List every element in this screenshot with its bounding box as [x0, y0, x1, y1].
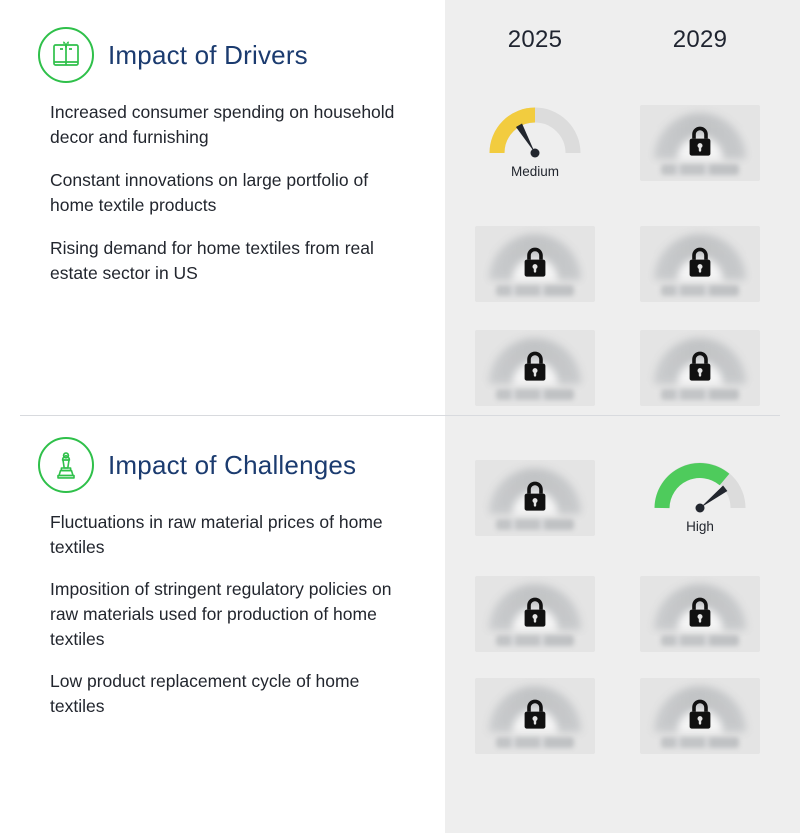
rating-cell-challenges-r3-2029[interactable] [640, 678, 760, 754]
locked-placeholder[interactable] [475, 330, 595, 406]
rating-cell-challenges-r1-2029[interactable] [640, 460, 760, 536]
locked-placeholder[interactable] [640, 576, 760, 652]
year-header-2025: 2025 [507, 26, 563, 53]
section-header-challenges [0, 428, 445, 502]
list-item: Low product replacement cycle of home textiles [50, 671, 360, 716]
lock-icon [520, 596, 550, 630]
lock-icon [520, 246, 550, 280]
challenges-bullet-list [0, 510, 445, 719]
lock-icon [520, 480, 550, 514]
rating-cell-drivers-r2-2025[interactable] [475, 226, 595, 302]
blurred-label [496, 635, 574, 646]
list-item: Fluctuations in raw material prices of home textiles [50, 512, 383, 557]
blurred-label [661, 164, 739, 175]
lock-icon [685, 125, 715, 159]
gauge-label: Medium [510, 164, 559, 179]
section-divider [20, 415, 780, 416]
gauge-medium [475, 105, 595, 181]
rating-cell-challenges-r2-2025[interactable] [475, 576, 595, 652]
blurred-label [661, 285, 739, 296]
drivers-bullet-list [0, 100, 445, 286]
list-item: Increased consumer spending on household decor and furnishing [50, 102, 395, 147]
rating-cell-drivers-r1-2025[interactable] [475, 105, 595, 181]
blurred-label [661, 737, 739, 748]
lock-icon [520, 350, 550, 384]
lock-icon [685, 246, 715, 280]
section-impact-of-drivers [0, 18, 445, 304]
blurred-label [496, 285, 574, 296]
rating-cell-drivers-r3-2025[interactable] [475, 330, 595, 406]
blurred-label [496, 519, 574, 530]
challenges-chess-icon [38, 437, 94, 493]
lock-icon [685, 596, 715, 630]
rating-cell-challenges-r1-2025[interactable] [475, 460, 595, 536]
locked-placeholder[interactable] [640, 226, 760, 302]
rating-cell-drivers-r1-2029[interactable] [640, 105, 760, 181]
rating-cell-drivers-r2-2029[interactable] [640, 226, 760, 302]
blurred-label [496, 389, 574, 400]
drivers-book-icon [38, 27, 94, 83]
blurred-label [661, 635, 739, 646]
gauge-high [640, 460, 760, 536]
lock-icon [685, 350, 715, 384]
rating-cell-challenges-r3-2025[interactable] [475, 678, 595, 754]
lock-icon [520, 698, 550, 732]
section-impact-of-challenges [0, 428, 445, 736]
year-header-2029: 2029 [672, 26, 728, 53]
locked-placeholder[interactable] [640, 330, 760, 406]
locked-placeholder[interactable] [475, 226, 595, 302]
locked-placeholder[interactable] [640, 105, 760, 181]
lock-icon [685, 698, 715, 732]
locked-placeholder[interactable] [475, 576, 595, 652]
list-item: Imposition of stringent regulatory policies on raw materials used for production of home textiles [50, 579, 392, 649]
locked-placeholder[interactable] [475, 678, 595, 754]
gauge-label: High [686, 519, 714, 534]
section-title-drivers: Impact of Drivers [108, 39, 308, 70]
rating-cell-drivers-r3-2029[interactable] [640, 330, 760, 406]
list-item: Constant innovations on large portfolio of home textile products [50, 170, 369, 215]
section-title-challenges: Impact of Challenges [108, 449, 357, 480]
locked-placeholder[interactable] [475, 460, 595, 536]
blurred-label [661, 389, 739, 400]
rating-cell-challenges-r2-2029[interactable] [640, 576, 760, 652]
blurred-label [496, 737, 574, 748]
list-item: Rising demand for home textiles from real estate sector in US [50, 238, 374, 283]
section-header-drivers [0, 18, 445, 92]
locked-placeholder[interactable] [640, 678, 760, 754]
